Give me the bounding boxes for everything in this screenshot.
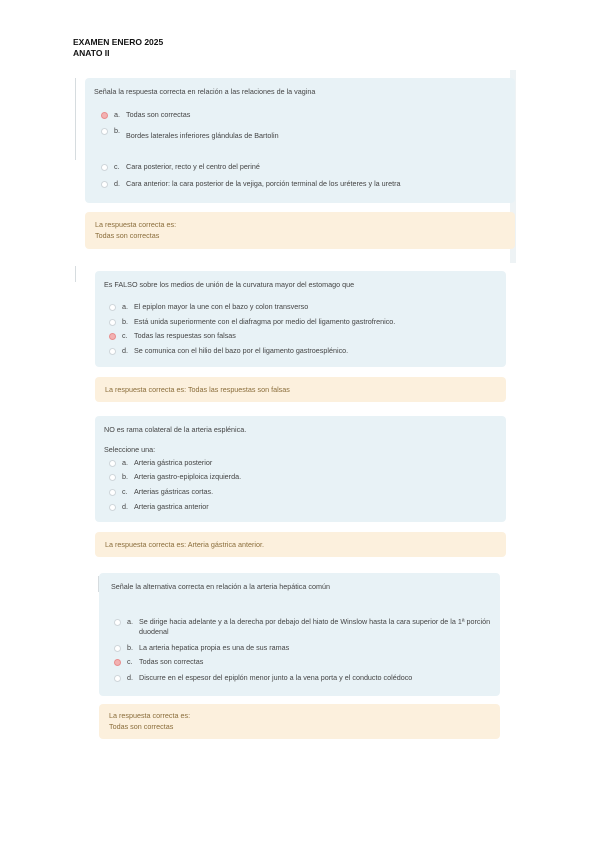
feedback-box (99, 704, 500, 739)
answer-option[interactable]: b. Bordes laterales inferiores glándulas de Bartolin (101, 126, 279, 141)
radio-icon[interactable] (109, 474, 116, 481)
answer-option[interactable]: a. Todas son correctas (101, 110, 190, 120)
question-card (95, 416, 506, 522)
feedback-label: La respuesta correcta es: (95, 220, 177, 229)
answer-option[interactable]: d. Se comunica con el hilio del bazo por el ligamento gastroesplénico. (109, 346, 348, 356)
radio-icon[interactable] (114, 619, 121, 626)
feedback-text: La respuesta correcta es: Arteria gástrica anterior. (105, 540, 265, 549)
question-card (95, 271, 506, 367)
radio-icon[interactable] (109, 319, 116, 326)
answer-option[interactable]: c. Todas son correctas (114, 657, 203, 667)
radio-selected-icon[interactable] (101, 112, 108, 119)
radio-icon[interactable] (114, 645, 121, 652)
question-text: Señale la alternativa correcta en relación a la arteria hepática común (111, 582, 330, 591)
radio-icon[interactable] (109, 489, 116, 496)
radio-selected-icon[interactable] (114, 659, 121, 666)
answer-option[interactable]: b. La arteria hepatica propia es una de sus ramas (114, 643, 289, 653)
radio-icon[interactable] (101, 128, 108, 135)
radio-selected-icon[interactable] (109, 333, 116, 340)
radio-icon[interactable] (101, 164, 108, 171)
question-text: NO es rama colateral de la arteria esplénica. (104, 425, 247, 434)
question-card (99, 573, 500, 696)
document-header (73, 37, 163, 59)
answer-option[interactable]: b. Arteria gastro-epiploica izquierda. (109, 472, 241, 482)
radio-icon[interactable] (109, 348, 116, 355)
answer-option[interactable]: b. Está unida superiormente con el diafragma por medio del ligamento gastrofrenico. (109, 317, 395, 327)
question-text: Señala la respuesta correcta en relación a las relaciones de la vagina (94, 87, 316, 96)
answer-option[interactable]: c. Todas las respuestas son falsas (109, 331, 236, 341)
radio-icon[interactable] (109, 504, 116, 511)
left-border-line (75, 266, 76, 282)
feedback-box (85, 212, 515, 249)
question-card (85, 78, 515, 203)
radio-icon[interactable] (114, 675, 121, 682)
radio-icon[interactable] (109, 304, 116, 311)
answer-option[interactable]: d. Cara anterior: la cara posterior de la vejiga, porción terminal de los uréteres y la uretra (101, 179, 400, 189)
answer-option[interactable]: d. Discurre en el espesor del epiplón menor junto a la vena porta y el conducto colédoco (114, 673, 412, 683)
answer-option[interactable]: a. Se dirige hacia adelante y a la derecha por debajo del hiato de Winslow hasta la cara superior de la 1ª porción duodenal (114, 617, 492, 637)
answer-option[interactable]: c. Arterias gástricas cortas. (109, 487, 213, 497)
feedback-box (95, 377, 506, 402)
answer-option[interactable]: a. El epiplon mayor la une con el bazo y colon transverso (109, 302, 308, 312)
answer-option[interactable]: d. Arteria gastrica anterior (109, 502, 209, 512)
answer-option[interactable]: c. Cara posterior, recto y el centro del periné (101, 162, 260, 172)
feedback-answer: Todas son correctas (109, 722, 174, 731)
answer-option[interactable]: a. Arteria gástrica posterior (109, 458, 212, 468)
feedback-box (95, 532, 506, 557)
select-prompt: Seleccione una: (104, 445, 156, 454)
exam-title: EXAMEN ENERO 2025 (73, 37, 164, 47)
feedback-label: La respuesta correcta es: (109, 711, 191, 720)
radio-icon[interactable] (101, 181, 108, 188)
feedback-answer: Todas son correctas (95, 231, 160, 240)
radio-icon[interactable] (109, 460, 116, 467)
course-title: ANATO II (73, 48, 110, 58)
left-border-line (75, 78, 76, 160)
feedback-text: La respuesta correcta es: Todas las respuestas son falsas (105, 385, 290, 394)
question-text: Es FALSO sobre los medios de unión de la curvatura mayor del estomago que (104, 280, 355, 289)
